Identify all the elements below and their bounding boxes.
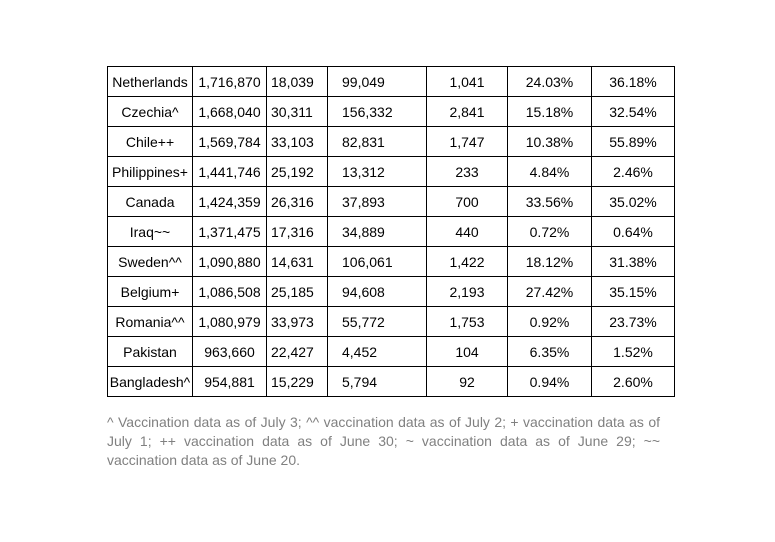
people-vaccinated-cell: 23.73% [592,307,675,337]
deaths-per-million-cell: 700 [427,187,508,217]
table-body [108,67,675,397]
total-deaths-cell: 34,889 [328,217,427,247]
footnote: ^ Vaccination data as of July 3; ^^ vaccination data as of July 2; + vaccination data as of July 1; ++ vaccination data as of June 30; ~ vaccination data as of June 29; ~~ vaccination data as of June 20. [107,414,660,468]
vaccination-cell: 15.18% [508,97,592,127]
deaths-per-million-cell: 2,193 [427,277,508,307]
deaths-per-million-cell: 92 [427,367,508,397]
vaccination-cell: 27.42% [508,277,592,307]
total-cases-cell: 1,441,746 [193,157,267,187]
total-cases-cell: 1,371,475 [193,217,267,247]
people-vaccinated-cell: 32.54% [592,97,675,127]
total-deaths-cell: 156,332 [328,97,427,127]
deaths-per-million-cell: 2,841 [427,97,508,127]
deaths-per-million-cell: 1,753 [427,307,508,337]
country-cell: Czechia^ [108,97,193,127]
country-cell: Netherlands [108,67,193,97]
country-cell: Sweden^^ [108,247,193,277]
vaccination-cell: 6.35% [508,337,592,367]
country-cell: Iraq~~ [108,217,193,247]
vaccination-cell: 10.38% [508,127,592,157]
cases-per-million-cell: 25,192 [267,157,328,187]
table-row [108,217,675,247]
total-cases-cell: 1,080,979 [193,307,267,337]
table-row [108,247,675,277]
total-deaths-cell: 13,312 [328,157,427,187]
people-vaccinated-cell: 31.38% [592,247,675,277]
cases-per-million-cell: 14,631 [267,247,328,277]
cases-per-million-cell: 18,039 [267,67,328,97]
deaths-per-million-cell: 104 [427,337,508,367]
total-cases-cell: 1,716,870 [193,67,267,97]
deaths-per-million-cell: 1,422 [427,247,508,277]
table-row [108,127,675,157]
total-deaths-cell: 94,608 [328,277,427,307]
people-vaccinated-cell: 55.89% [592,127,675,157]
total-deaths-cell: 99,049 [328,67,427,97]
country-cell: Pakistan [108,337,193,367]
table-row [108,67,675,97]
people-vaccinated-cell: 1.52% [592,337,675,367]
total-deaths-cell: 82,831 [328,127,427,157]
country-cell: Belgium+ [108,277,193,307]
cases-per-million-cell: 17,316 [267,217,328,247]
country-cell: Romania^^ [108,307,193,337]
total-cases-cell: 1,668,040 [193,97,267,127]
total-deaths-cell: 106,061 [328,247,427,277]
people-vaccinated-cell: 35.02% [592,187,675,217]
country-cell: Philippines+ [108,157,193,187]
covid-data-table [107,66,675,397]
total-deaths-cell: 4,452 [328,337,427,367]
deaths-per-million-cell: 233 [427,157,508,187]
cases-per-million-cell: 30,311 [267,97,328,127]
deaths-per-million-cell: 1,041 [427,67,508,97]
vaccination-cell: 33.56% [508,187,592,217]
cases-per-million-cell: 26,316 [267,187,328,217]
table-row [108,187,675,217]
vaccination-cell: 4.84% [508,157,592,187]
total-cases-cell: 954,881 [193,367,267,397]
total-deaths-cell: 5,794 [328,367,427,397]
people-vaccinated-cell: 2.46% [592,157,675,187]
vaccination-cell: 24.03% [508,67,592,97]
total-cases-cell: 1,569,784 [193,127,267,157]
cases-per-million-cell: 33,103 [267,127,328,157]
total-deaths-cell: 55,772 [328,307,427,337]
table-row [108,337,675,367]
total-cases-cell: 1,424,359 [193,187,267,217]
country-cell: Canada [108,187,193,217]
country-cell: Bangladesh^ [108,367,193,397]
vaccination-cell: 0.72% [508,217,592,247]
deaths-per-million-cell: 440 [427,217,508,247]
deaths-per-million-cell: 1,747 [427,127,508,157]
people-vaccinated-cell: 35.15% [592,277,675,307]
people-vaccinated-cell: 2.60% [592,367,675,397]
cases-per-million-cell: 15,229 [267,367,328,397]
country-cell: Chile++ [108,127,193,157]
people-vaccinated-cell: 0.64% [592,217,675,247]
table-row [108,157,675,187]
cases-per-million-cell: 25,185 [267,277,328,307]
table-row [108,97,675,127]
cases-per-million-cell: 22,427 [267,337,328,367]
table-row [108,277,675,307]
vaccination-cell: 18.12% [508,247,592,277]
table-row [108,367,675,397]
vaccination-cell: 0.94% [508,367,592,397]
cases-per-million-cell: 33,973 [267,307,328,337]
total-cases-cell: 1,090,880 [193,247,267,277]
people-vaccinated-cell: 36.18% [592,67,675,97]
total-cases-cell: 963,660 [193,337,267,367]
total-cases-cell: 1,086,508 [193,277,267,307]
table-row [108,307,675,337]
total-deaths-cell: 37,893 [328,187,427,217]
vaccination-cell: 0.92% [508,307,592,337]
